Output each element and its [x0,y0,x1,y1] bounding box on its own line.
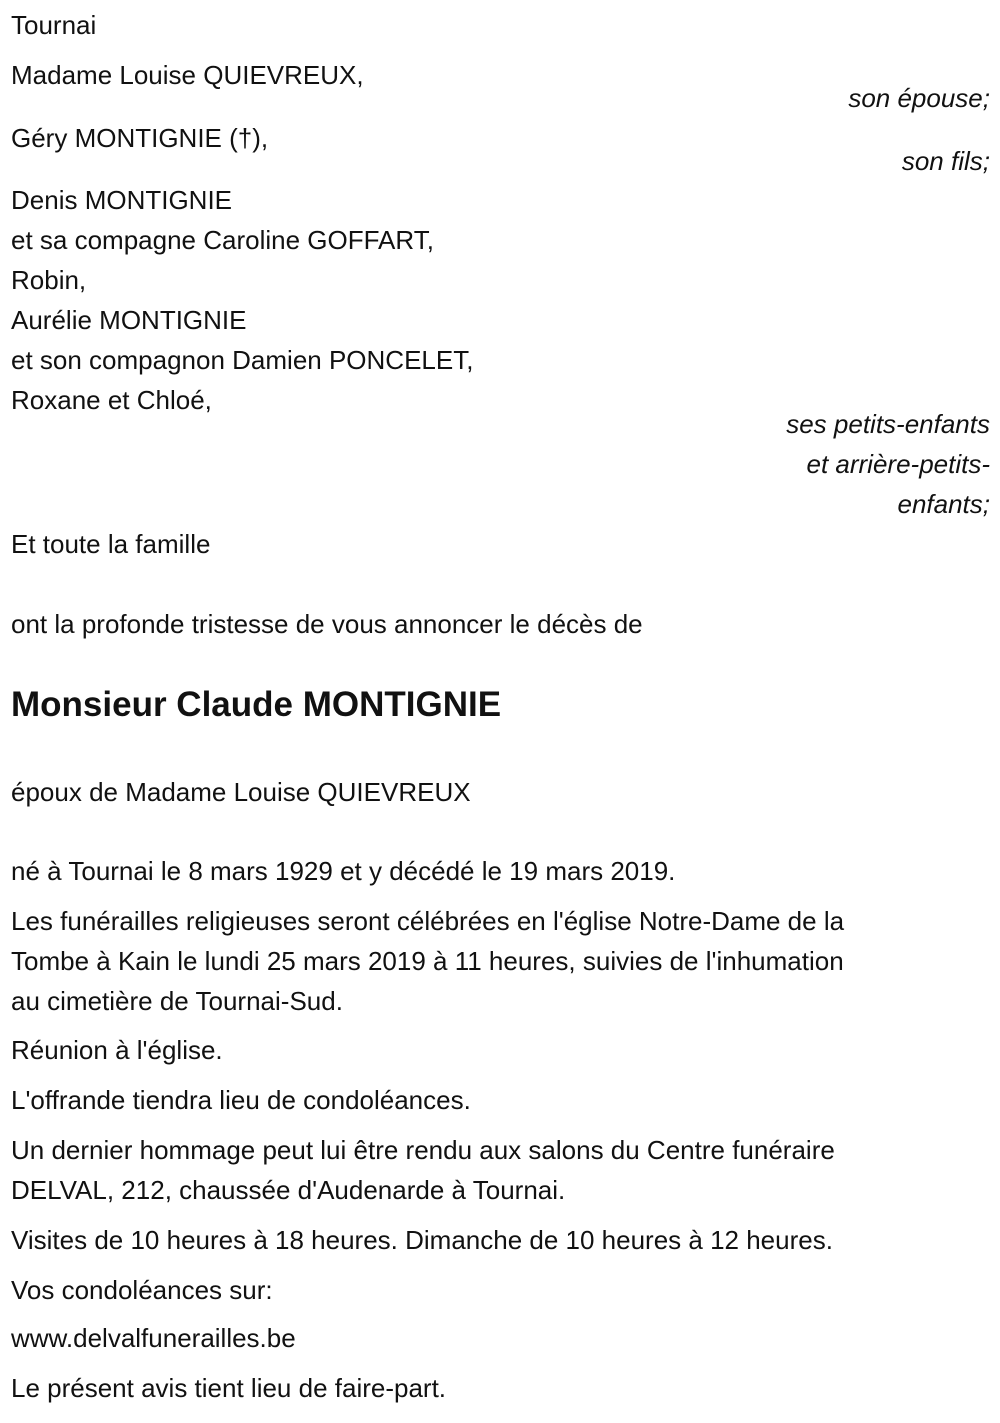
family-name: Madame Louise QUIEVREUX, [11,60,364,90]
family-name: et son compagnon Damien PONCELET, [11,345,474,375]
meeting: Réunion à l'église. [11,1035,223,1065]
family-relation: son fils; [901,146,990,176]
condolences-label: Vos condoléances sur: [11,1275,273,1305]
tribute-line: DELVAL, 212, chaussée d'Audenarde à Tournai. [11,1175,566,1205]
tribute-line: Un dernier hommage peut lui être rendu aux salons du Centre funéraire [11,1135,835,1165]
notice: Le présent avis tient lieu de faire-part. [11,1373,447,1403]
family-relation: enfants; [897,489,990,519]
family-relation: son épouse; [848,83,990,113]
family-name: Roxane et Chloé, [11,385,212,415]
family-name: Robin, [11,265,87,295]
family-name: Aurélie MONTIGNIE [11,305,247,335]
family-relation: ses petits-enfants [786,409,990,439]
birth-death: né à Tournai le 8 mars 1929 et y décédé le 19 mars 2019. [11,856,676,886]
family-name: Géry MONTIGNIE (†), [11,123,269,153]
funeral-line: au cimetière de Tournai-Sud. [11,986,343,1016]
deceased-name: Monsieur Claude MONTIGNIE [11,685,502,724]
family-name: et sa compagne Caroline GOFFART, [11,225,434,255]
funeral-line: Tombe à Kain le lundi 25 mars 2019 à 11 heures, suivies de l'inhumation [11,946,844,976]
visits: Visites de 10 heures à 18 heures. Dimanche de 10 heures à 12 heures. [11,1225,833,1255]
whole-family: Et toute la famille [11,529,211,559]
city: Tournai [11,10,97,40]
spouse-line: époux de Madame Louise QUIEVREUX [11,777,471,807]
family-relation: et arrière-petits- [806,449,990,479]
website-link[interactable]: www.delvalfunerailles.be [11,1323,296,1353]
announcement: ont la profonde tristesse de vous annoncer le décès de [11,609,643,639]
family-name: Denis MONTIGNIE [11,185,233,215]
offering: L'offrande tiendra lieu de condoléances. [11,1085,471,1115]
funeral-line: Les funérailles religieuses seront célébrées en l'église Notre-Dame de la [11,906,845,936]
